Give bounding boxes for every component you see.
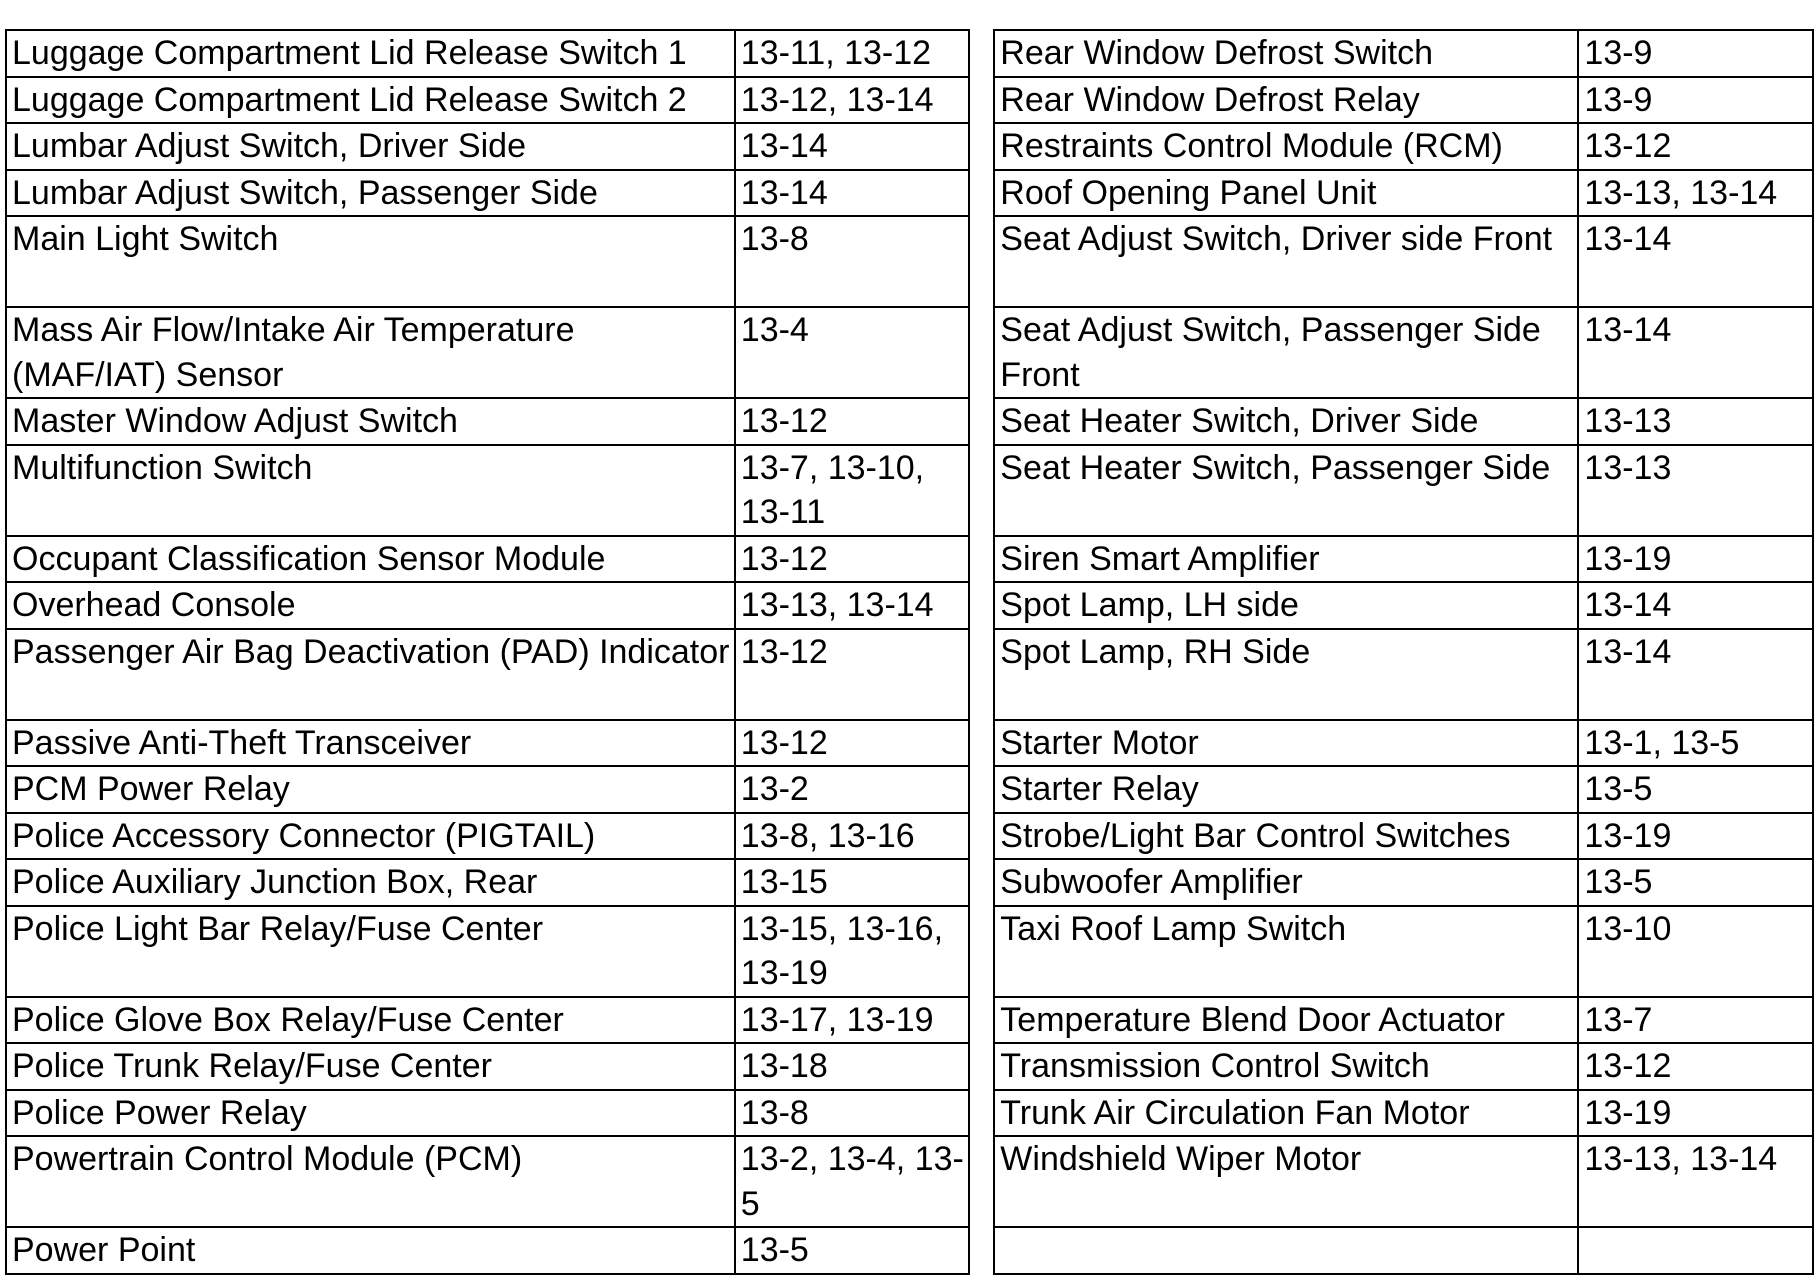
right-component-name: Temperature Blend Door Actuator — [994, 997, 1578, 1044]
left-component-name: Luggage Compartment Lid Release Switch 2 — [6, 77, 735, 124]
table-row — [6, 582, 1813, 629]
right-component-name: Starter Relay — [994, 766, 1578, 813]
table-row — [6, 123, 1813, 170]
right-page-refs: 13-5 — [1578, 859, 1813, 906]
right-page-refs: 13-9 — [1578, 77, 1813, 124]
left-component-name: Lumbar Adjust Switch, Driver Side — [6, 123, 735, 170]
table-row — [6, 307, 1813, 398]
right-component-name: Trunk Air Circulation Fan Motor — [994, 1090, 1578, 1137]
left-component-name: Police Accessory Connector (PIGTAIL) — [6, 813, 735, 860]
right-component-name: Spot Lamp, LH side — [994, 582, 1578, 629]
left-page-refs: 13-18 — [735, 1043, 970, 1090]
right-component-name: Strobe/Light Bar Control Switches — [994, 813, 1578, 860]
column-gap — [969, 30, 994, 77]
right-component-name: Siren Smart Amplifier — [994, 536, 1578, 583]
left-component-name: Police Light Bar Relay/Fuse Center — [6, 906, 735, 997]
right-page-refs: 13-7 — [1578, 997, 1813, 1044]
right-page-refs: 13-12 — [1578, 123, 1813, 170]
right-page-refs — [1578, 1227, 1813, 1274]
right-component-name: Spot Lamp, RH Side — [994, 629, 1578, 720]
column-gap — [969, 123, 994, 170]
column-gap — [969, 398, 994, 445]
left-component-name: Multifunction Switch — [6, 445, 735, 536]
left-page-refs: 13-4 — [735, 307, 970, 398]
right-page-refs: 13-1, 13-5 — [1578, 720, 1813, 767]
column-gap — [969, 216, 994, 307]
column-gap — [969, 445, 994, 536]
right-page-refs: 13-5 — [1578, 766, 1813, 813]
left-page-refs: 13-13, 13-14 — [735, 582, 970, 629]
right-component-name: Rear Window Defrost Switch — [994, 30, 1578, 77]
column-gap — [969, 720, 994, 767]
left-component-name: Police Power Relay — [6, 1090, 735, 1137]
left-page-refs: 13-5 — [735, 1227, 970, 1274]
right-component-name: Starter Motor — [994, 720, 1578, 767]
component-index-table — [5, 29, 1814, 1275]
table-row — [6, 77, 1813, 124]
table-row — [6, 720, 1813, 767]
table-row — [6, 1090, 1813, 1137]
right-page-refs: 13-10 — [1578, 906, 1813, 997]
left-page-refs: 13-8 — [735, 1090, 970, 1137]
left-component-name: Police Glove Box Relay/Fuse Center — [6, 997, 735, 1044]
right-page-refs: 13-19 — [1578, 813, 1813, 860]
left-page-refs: 13-8, 13-16 — [735, 813, 970, 860]
table-row — [6, 30, 1813, 77]
left-component-name: Police Trunk Relay/Fuse Center — [6, 1043, 735, 1090]
right-page-refs: 13-13, 13-14 — [1578, 1136, 1813, 1227]
table-row — [6, 445, 1813, 536]
right-page-refs: 13-19 — [1578, 1090, 1813, 1137]
left-page-refs: 13-12 — [735, 720, 970, 767]
table-row — [6, 536, 1813, 583]
right-component-name: Taxi Roof Lamp Switch — [994, 906, 1578, 997]
table-row — [6, 629, 1813, 720]
right-component-name: Restraints Control Module (RCM) — [994, 123, 1578, 170]
right-page-refs: 13-13 — [1578, 398, 1813, 445]
right-component-name — [994, 1227, 1578, 1274]
column-gap — [969, 1227, 994, 1274]
right-page-refs: 13-14 — [1578, 307, 1813, 398]
left-component-name: PCM Power Relay — [6, 766, 735, 813]
right-page-refs: 13-14 — [1578, 629, 1813, 720]
right-page-refs: 13-13 — [1578, 445, 1813, 536]
right-component-name: Windshield Wiper Motor — [994, 1136, 1578, 1227]
left-component-name: Passenger Air Bag Deactivation (PAD) Indicator — [6, 629, 735, 720]
left-page-refs: 13-17, 13-19 — [735, 997, 970, 1044]
left-component-name: Lumbar Adjust Switch, Passenger Side — [6, 170, 735, 217]
left-page-refs: 13-14 — [735, 123, 970, 170]
column-gap — [969, 170, 994, 217]
left-component-name: Powertrain Control Module (PCM) — [6, 1136, 735, 1227]
left-component-name: Police Auxiliary Junction Box, Rear — [6, 859, 735, 906]
left-component-name: Power Point — [6, 1227, 735, 1274]
table-row — [6, 766, 1813, 813]
table-row — [6, 997, 1813, 1044]
table-row — [6, 170, 1813, 217]
column-gap — [969, 1090, 994, 1137]
column-gap — [969, 629, 994, 720]
left-component-name: Mass Air Flow/Intake Air Temperature (MAF/IAT) Sensor — [6, 307, 735, 398]
column-gap — [969, 1043, 994, 1090]
column-gap — [969, 536, 994, 583]
left-component-name: Master Window Adjust Switch — [6, 398, 735, 445]
right-page-refs: 13-9 — [1578, 30, 1813, 77]
right-page-refs: 13-19 — [1578, 536, 1813, 583]
column-gap — [969, 906, 994, 997]
right-component-name: Seat Heater Switch, Driver Side — [994, 398, 1578, 445]
table-row — [6, 906, 1813, 997]
right-component-name: Roof Opening Panel Unit — [994, 170, 1578, 217]
table-row — [6, 1043, 1813, 1090]
table-row — [6, 813, 1813, 860]
column-gap — [969, 582, 994, 629]
column-gap — [969, 1136, 994, 1227]
right-page-refs: 13-12 — [1578, 1043, 1813, 1090]
right-component-name: Seat Adjust Switch, Driver side Front — [994, 216, 1578, 307]
left-page-refs: 13-15, 13-16, 13-19 — [735, 906, 970, 997]
left-component-name: Main Light Switch — [6, 216, 735, 307]
table-row — [6, 398, 1813, 445]
column-gap — [969, 307, 994, 398]
column-gap — [969, 859, 994, 906]
right-component-name: Rear Window Defrost Relay — [994, 77, 1578, 124]
left-page-refs: 13-7, 13-10, 13-11 — [735, 445, 970, 536]
left-page-refs: 13-14 — [735, 170, 970, 217]
table-row — [6, 216, 1813, 307]
left-component-name: Luggage Compartment Lid Release Switch 1 — [6, 30, 735, 77]
left-component-name: Overhead Console — [6, 582, 735, 629]
table-row — [6, 859, 1813, 906]
right-component-name: Subwoofer Amplifier — [994, 859, 1578, 906]
right-component-name: Seat Heater Switch, Passenger Side — [994, 445, 1578, 536]
left-page-refs: 13-8 — [735, 216, 970, 307]
left-component-name: Occupant Classification Sensor Module — [6, 536, 735, 583]
right-component-name: Transmission Control Switch — [994, 1043, 1578, 1090]
table-row — [6, 1136, 1813, 1227]
left-component-name: Passive Anti-Theft Transceiver — [6, 720, 735, 767]
left-page-refs: 13-11, 13-12 — [735, 30, 970, 77]
left-page-refs: 13-12, 13-14 — [735, 77, 970, 124]
column-gap — [969, 997, 994, 1044]
right-page-refs: 13-14 — [1578, 216, 1813, 307]
left-page-refs: 13-12 — [735, 536, 970, 583]
column-gap — [969, 813, 994, 860]
left-page-refs: 13-2, 13-4, 13-5 — [735, 1136, 970, 1227]
left-page-refs: 13-2 — [735, 766, 970, 813]
left-page-refs: 13-12 — [735, 629, 970, 720]
left-page-refs: 13-12 — [735, 398, 970, 445]
left-page-refs: 13-15 — [735, 859, 970, 906]
table-row — [6, 1227, 1813, 1274]
right-page-refs: 13-13, 13-14 — [1578, 170, 1813, 217]
right-component-name: Seat Adjust Switch, Passenger Side Front — [994, 307, 1578, 398]
column-gap — [969, 766, 994, 813]
right-page-refs: 13-14 — [1578, 582, 1813, 629]
column-gap — [969, 77, 994, 124]
